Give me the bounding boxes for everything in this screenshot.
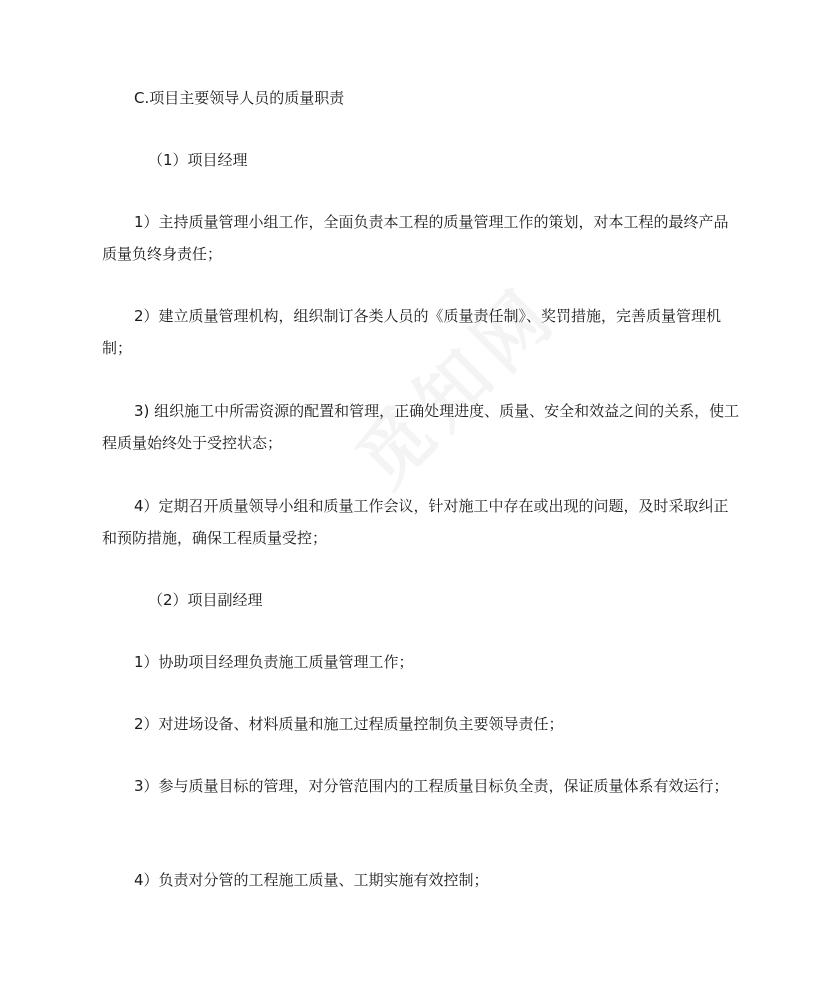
section1-item-3: 3) 组织施工中所需资源的配置和管理，正确处理进度、质量、安全和效益之间的关系，使工程质量始终处于受控状态； — [102, 402, 740, 452]
heading: C.项目主要领导人员的质量职责 — [134, 89, 345, 107]
section2-item-4: 4）负责对分管的工程施工质量、工期实施有效控制； — [134, 871, 489, 889]
section1-item-2: 2）建立质量管理机构，组织制订各类人员的《质量责任制》、奖罚措施，完善质量管理机制； — [102, 307, 722, 357]
section2-title: （2）项目副经理 — [148, 591, 263, 609]
watermark — [329, 258, 576, 505]
section2-item-2: 2）对进场设备、材料质量和施工过程质量控制负主要领导责任； — [134, 715, 564, 733]
section2-item-1: 1）协助项目经理负责施工质量管理工作； — [134, 653, 414, 671]
section1-item-4: 4）定期召开质量领导小组和质量工作会议，针对施工中存在或出现的问题，及时采取纠正和预防措施，确保工程质量受控； — [102, 497, 729, 547]
section1-title: （1）项目经理 — [148, 151, 248, 169]
section2-item-3: 3）参与质量目标的管理，对分管范围内的工程质量目标负全责，保证质量体系有效运行； — [134, 777, 729, 795]
section1-item-1: 1）主持质量管理小组工作，全面负责本工程的质量管理工作的策划，对本工程的最终产品质量负终身责任； — [102, 213, 729, 263]
